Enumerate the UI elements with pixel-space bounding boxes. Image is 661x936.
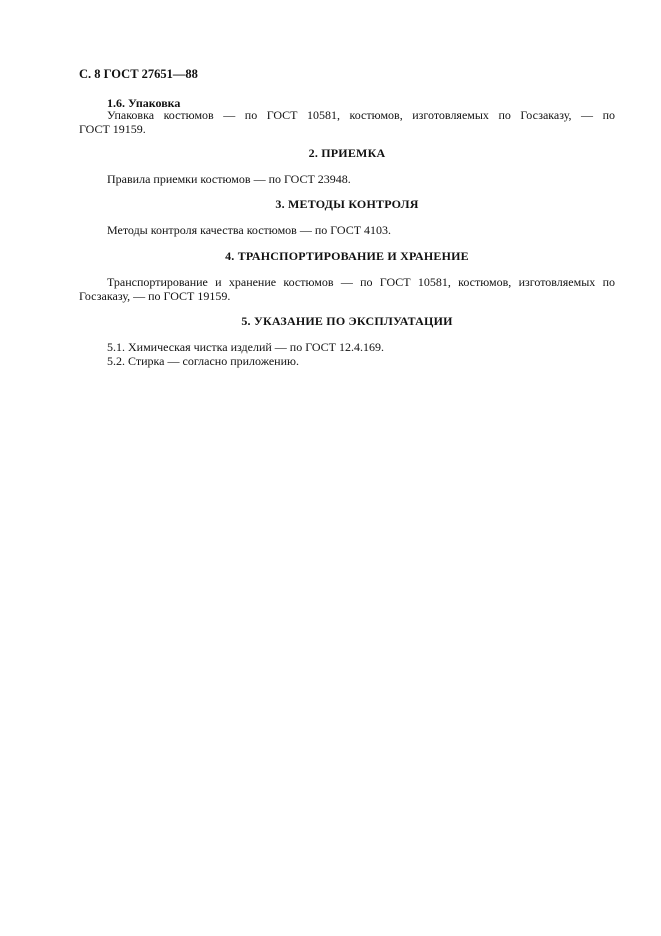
page-header: С. 8 ГОСТ 27651—88 — [79, 67, 198, 81]
packing-text-line-2: ГОСТ 19159. — [79, 122, 146, 136]
section-title-transport: 4. ТРАНСПОРТИРОВАНИЕ И ХРАНЕНИЕ — [225, 249, 469, 263]
operation-item-2: 5.2. Стирка — согласно приложению. — [107, 354, 299, 368]
section-title-acceptance: 2. ПРИЕМКА — [308, 146, 386, 160]
packing-text-line-1: Упаковка костюмов — по ГОСТ 10581, костюмов, изготовляемых по Госзаказу, — по — [107, 108, 615, 122]
packing-heading: 1.6. Упаковка — [107, 96, 181, 110]
control-text: Методы контроля качества костюмов — по ГОСТ 4103. — [107, 223, 392, 237]
acceptance-text: Правила приемки костюмов — по ГОСТ 23948. — [107, 172, 351, 186]
operation-item-1: 5.1. Химическая чистка изделий — по ГОСТ 12.4.169. — [107, 340, 385, 354]
section-title-control: 3. МЕТОДЫ КОНТРОЛЯ — [275, 197, 419, 211]
section-title-operation: 5. УКАЗАНИЕ ПО ЭКСПЛУАТАЦИИ — [241, 314, 453, 328]
transport-text-line-2: Госзаказу, — по ГОСТ 19159. — [79, 289, 231, 303]
transport-text-line-1: Транспортирование и хранение костюмов — по ГОСТ 10581, костюмов, изготовляемых по — [107, 275, 615, 289]
